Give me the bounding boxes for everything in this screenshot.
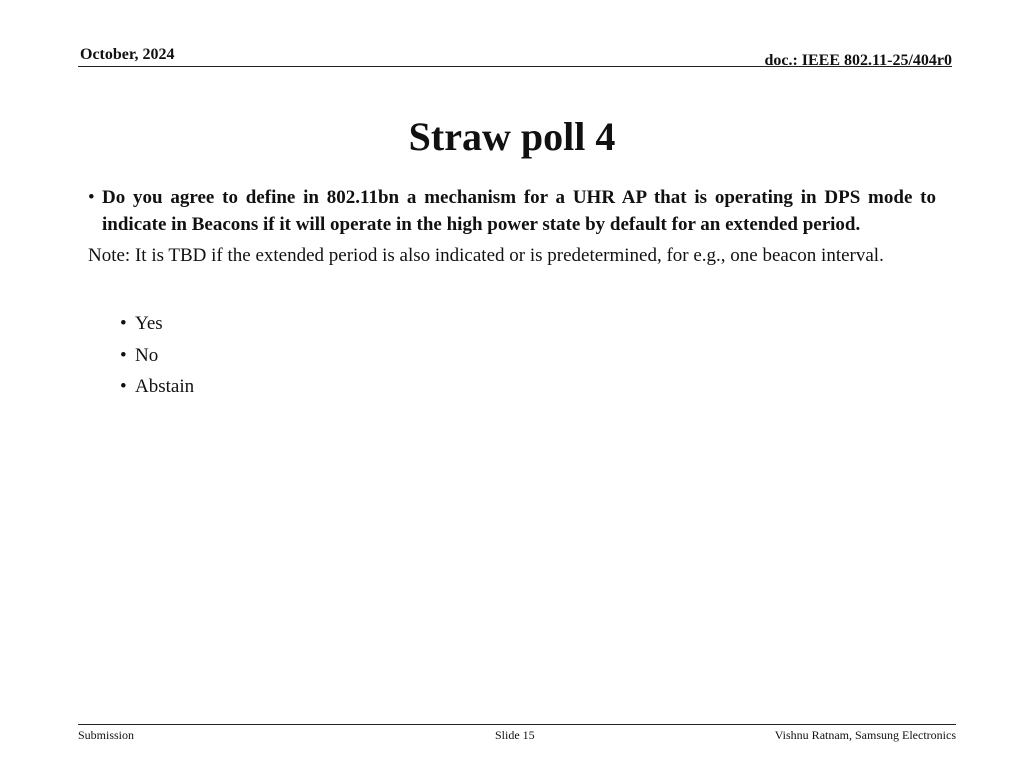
header-doc-id: doc.: IEEE 802.11-25/404r0 bbox=[764, 52, 952, 69]
bullet-icon: • bbox=[120, 344, 127, 366]
header-divider bbox=[78, 66, 952, 67]
header-date: October, 2024 bbox=[80, 46, 175, 63]
slide-title: Straw poll 4 bbox=[408, 114, 616, 159]
poll-option-no bbox=[120, 340, 936, 372]
poll-option-abstain bbox=[120, 371, 936, 403]
footer-submission: Submission bbox=[78, 728, 135, 742]
option-label: Yes bbox=[135, 313, 163, 334]
option-label: Abstain bbox=[135, 376, 195, 397]
bullet-icon: • bbox=[120, 376, 127, 397]
bullet-icon: • bbox=[88, 187, 95, 208]
footer-divider bbox=[78, 724, 956, 725]
bullet-icon: • bbox=[120, 313, 127, 334]
footer-slide-number: Slide 15 bbox=[495, 728, 535, 742]
poll-option-yes bbox=[120, 308, 936, 340]
footer-author: Vishnu Ratnam, Samsung Electronics bbox=[774, 728, 956, 742]
poll-question-text: Do you agree to define in 802.11bn a mechanism for a UHR AP that is operating in DPS mode to indicate in Beacons if it will operate in the high power state by default for an extended period. bbox=[102, 187, 936, 235]
slide-body bbox=[88, 184, 936, 403]
poll-options bbox=[120, 308, 936, 403]
option-label: No bbox=[135, 344, 159, 366]
poll-note: Note: It is TBD if the extended period is also indicated or is predetermined, for e.g., one beacon interval. bbox=[88, 245, 884, 266]
poll-question bbox=[88, 184, 936, 238]
